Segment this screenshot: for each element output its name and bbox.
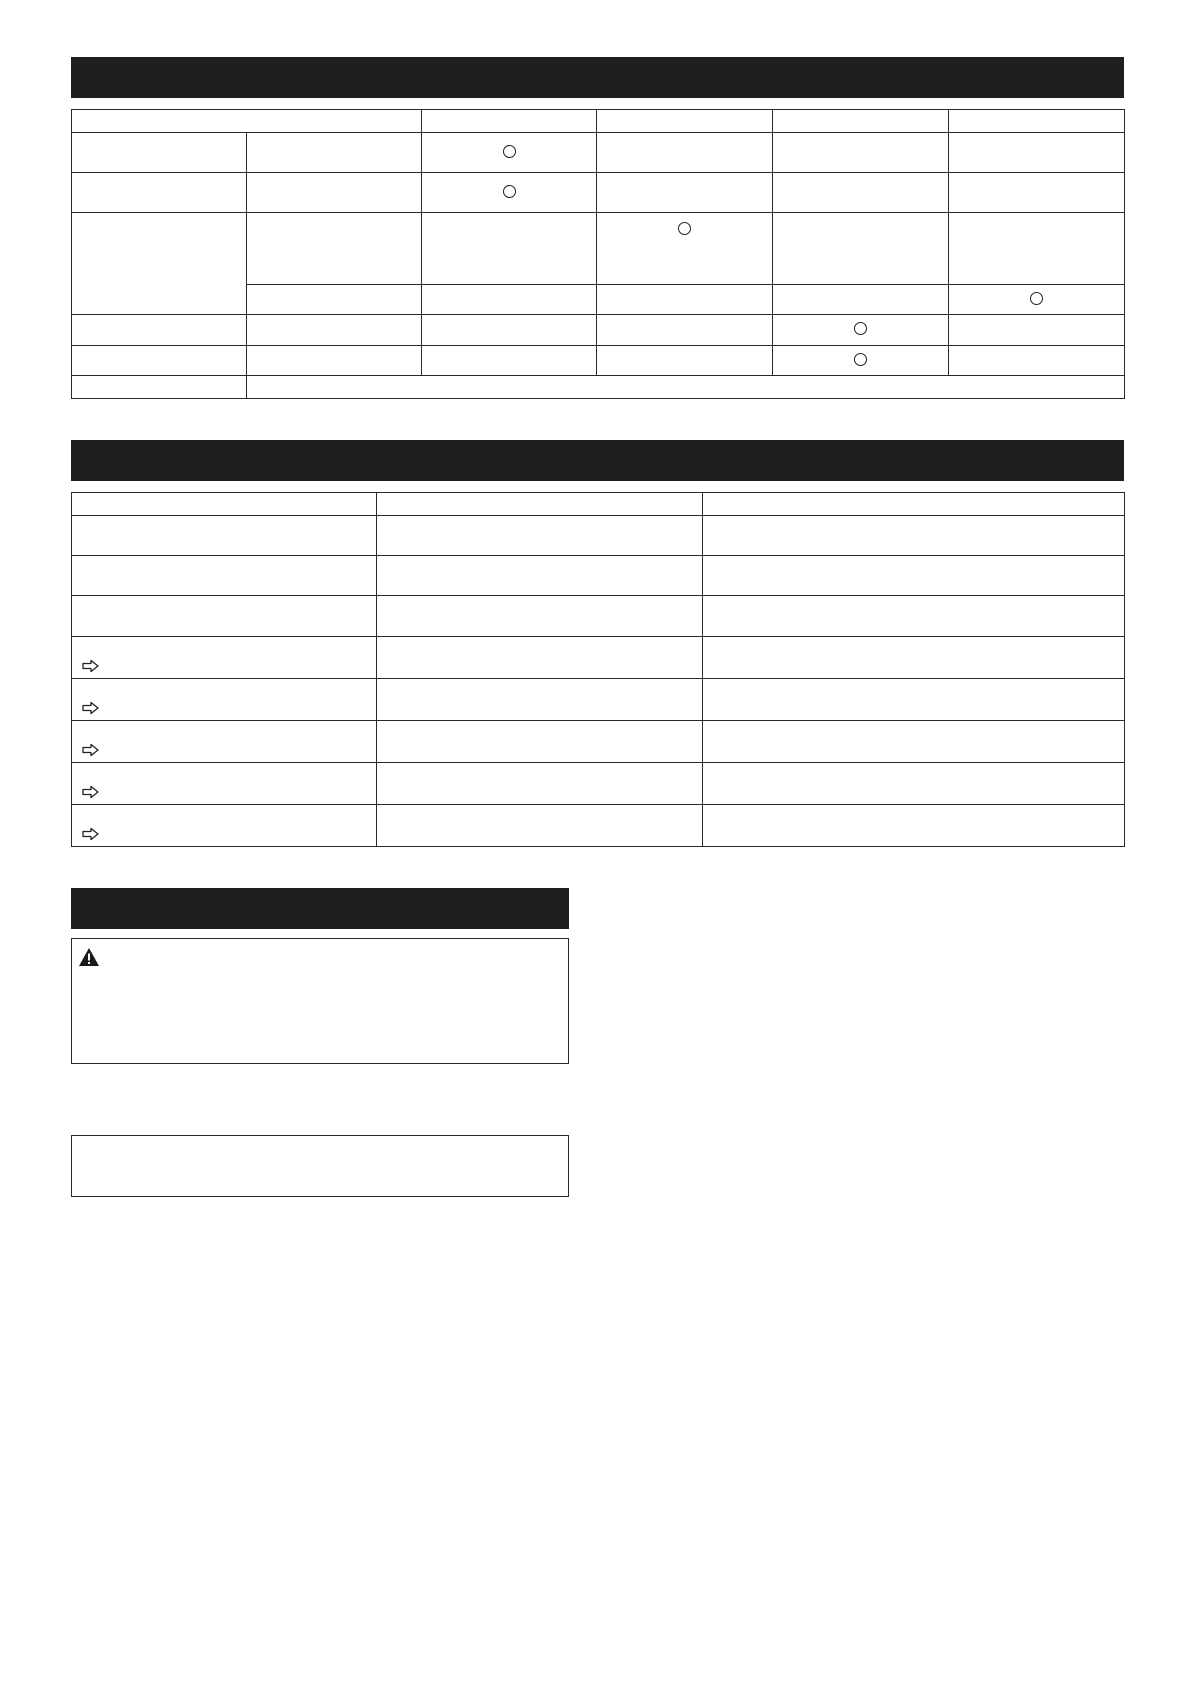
row-note (247, 376, 1125, 399)
arrow-right-icon (82, 659, 100, 673)
table-row (72, 721, 1125, 763)
table-row (72, 133, 1125, 173)
table-row (72, 173, 1125, 213)
circle-mark-icon (678, 222, 691, 235)
row-label (72, 173, 247, 213)
circle-mark-icon (1030, 292, 1043, 305)
table-row (72, 596, 1125, 637)
arrow-right-icon (82, 785, 100, 799)
table-row (72, 346, 1125, 376)
circle-mark-icon (503, 145, 516, 158)
row-label (72, 346, 247, 376)
row-label (72, 133, 247, 173)
warning-box (71, 938, 569, 1064)
table-row (72, 556, 1125, 596)
note-box (71, 1135, 569, 1197)
header-cell (949, 110, 1125, 133)
circle-mark-icon (503, 185, 516, 198)
header-cell (72, 110, 422, 133)
table-row (72, 637, 1125, 679)
row-label (72, 213, 247, 315)
header-cell (72, 493, 377, 516)
header-cell (703, 493, 1125, 516)
table-row (72, 213, 1125, 285)
warning-triangle-icon (78, 947, 100, 967)
circle-mark-icon (854, 353, 867, 366)
table-row (72, 805, 1125, 847)
arrow-right-icon (82, 827, 100, 841)
section-3-header-bar (71, 888, 569, 929)
section-1-header-bar (71, 57, 1124, 98)
arrow-right-icon (82, 743, 100, 757)
header-cell (377, 493, 703, 516)
header-cell (597, 110, 773, 133)
table-header-row (72, 493, 1125, 516)
table-header-row (72, 110, 1125, 133)
section-2-header-bar (71, 440, 1124, 481)
table-row (72, 763, 1125, 805)
header-cell (773, 110, 949, 133)
table-row (72, 315, 1125, 346)
row-sublabel (247, 173, 422, 213)
row-sublabel (247, 213, 422, 285)
arrow-right-icon (82, 701, 100, 715)
table-row (72, 376, 1125, 399)
row-sublabel (247, 315, 422, 346)
row-sublabel (247, 133, 422, 173)
compatibility-table (71, 109, 1125, 399)
table-row (72, 679, 1125, 721)
row-sublabel (247, 346, 422, 376)
troubleshooting-table (71, 492, 1125, 847)
table-row (72, 516, 1125, 556)
row-sublabel (247, 285, 422, 315)
row-label (72, 376, 247, 399)
circle-mark-icon (854, 322, 867, 335)
header-cell (422, 110, 597, 133)
row-label (72, 315, 247, 346)
